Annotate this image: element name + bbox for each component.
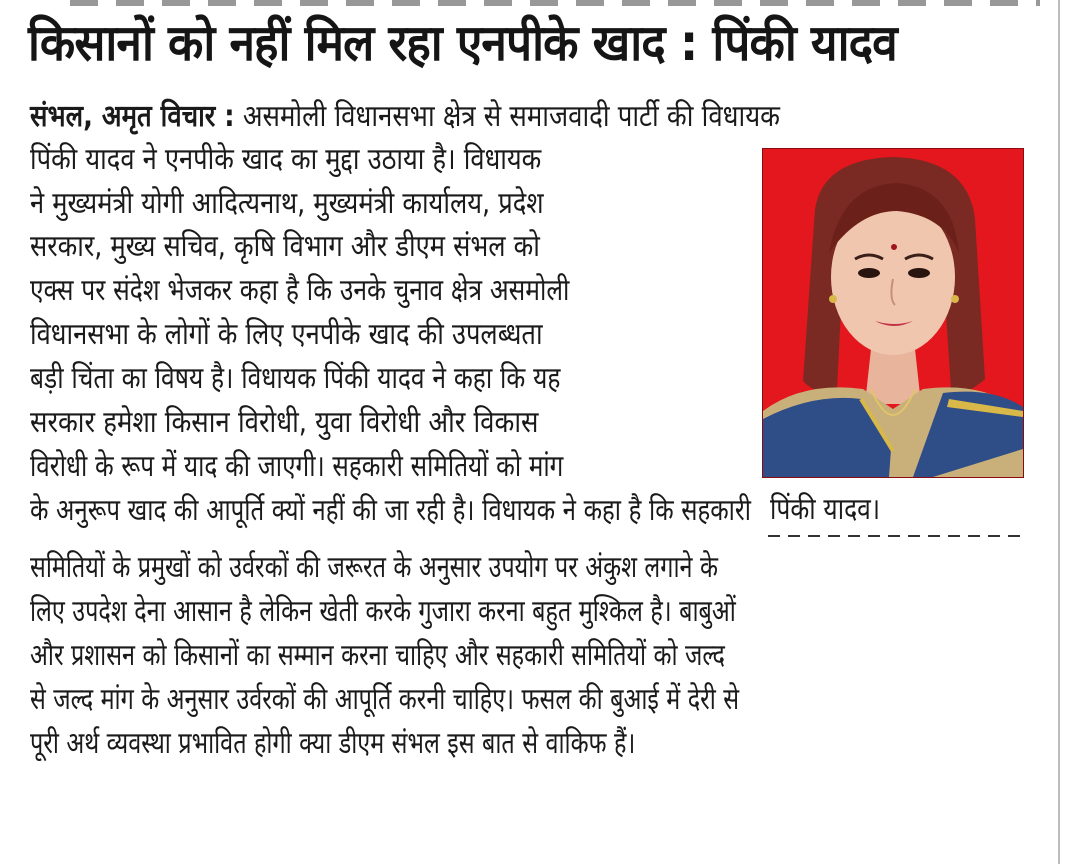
article-line-3: ने मुख्यमंत्री योगी आदित्यनाथ, मुख्यमंत्री कार्यालय, प्रदेश [30, 186, 544, 221]
article-line-12: लिए उपदेश देना आसान है लेकिन खेती करके गुजारा करना बहुत मुश्किल है। बाबुओं [30, 594, 736, 629]
article-line-8: सरकार हमेशा किसान विरोधी, युवा विरोधी और विकास [30, 405, 539, 440]
dateline: संभल, अमृत विचार : [30, 99, 235, 134]
article-line-5: एक्स पर संदेश भेजकर कहा है कि उनके चुनाव क्षेत्र असमोली [30, 273, 570, 308]
caption-divider [768, 535, 1024, 537]
article-line-6: विधानसभा के लोगों के लिए एनपीके खाद की उपलब्धता [30, 317, 543, 352]
article-line-9: विरोधी के रूप में याद की जाएगी। सहकारी समितियों को मांग [30, 449, 564, 484]
portrait-illustration [763, 149, 1023, 477]
portrait-photo [762, 148, 1024, 478]
article-line-2: पिंकी यादव ने एनपीके खाद का मुद्दा उठाया है। विधायक [30, 142, 542, 177]
article-line-15: पूरी अर्थ व्यवस्था प्रभावित होगी क्या डीएम संभल इस बात से वाकिफ हैं। [30, 726, 636, 761]
article-line-7: बड़ी चिंता का विषय है। विधायक पिंकी यादव ने कहा कि यह [30, 361, 561, 396]
article-line-1 [30, 97, 780, 137]
article-headline: किसानों को नहीं मिल रहा एनपीके खाद : पिंकी यादव [28, 14, 897, 72]
photo-caption: पिंकी यादव। [770, 492, 881, 527]
article-line-11: समितियों के प्रमुखों को उर्वरकों की जरूरत के अनुसार उपयोग पर अंकुश लगाने के [30, 550, 718, 585]
article-line-4: सरकार, मुख्य सचिव, कृषि विभाग और डीएम संभल को [30, 229, 540, 264]
column-rule [1058, 0, 1060, 864]
article-line-10: के अनुरूप खाद की आपूर्ति क्यों नहीं की जा रही है। विधायक ने कहा है कि सहकारी [30, 493, 751, 528]
article-line-13: और प्रशासन को किसानों का सम्मान करना चाहिए और सहकारी समितियों को जल्द [30, 638, 725, 673]
article-text-segment: असमोली विधानसभा क्षेत्र से समाजवादी पार्टी की विधायक [234, 99, 780, 134]
article-line-14: से जल्द मांग के अनुसार उर्वरकों की आपूर्ति करनी चाहिए। फसल की बुआई में देरी से [30, 682, 740, 717]
